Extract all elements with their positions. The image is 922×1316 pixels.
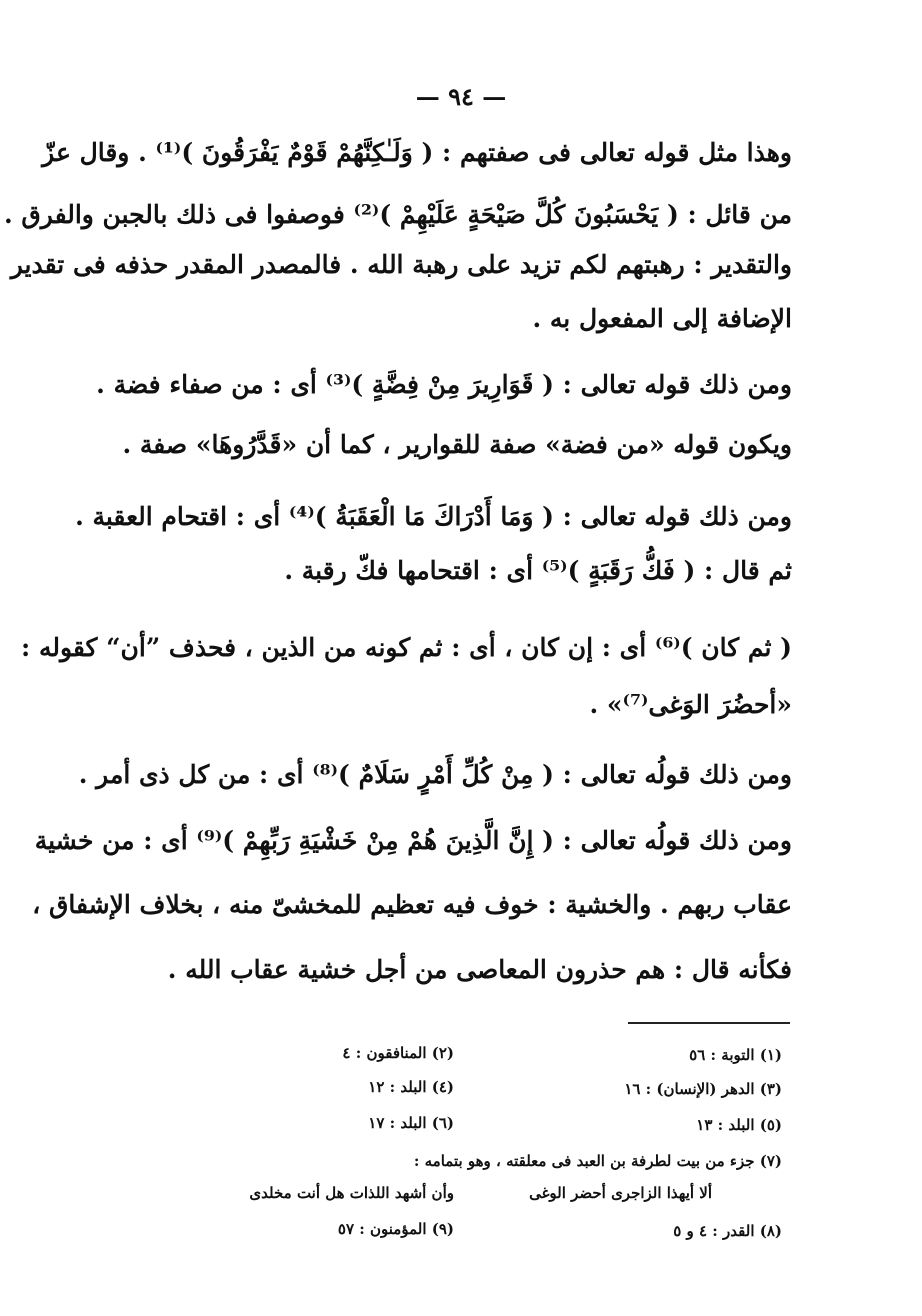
body-line-3: والتقدير : رهبتهم لكم تزيد على رهبة الله . فالمصدر المقدر حذفه فى تقدير: [10, 250, 792, 279]
body-line-12: ومن ذلك قولُه تعالى : ( إِنَّ الَّذِينَ هُمْ مِنْ خَشْيَةِ رَبِّهِمْ )⁽⁹⁾ أى : من خشية: [34, 826, 792, 855]
footnote-6: (٦) البلد : ١٧: [368, 1114, 454, 1132]
body-line-4: الإضافة إلى المفعول به .: [532, 304, 792, 333]
footnote-3: (٣) الدهر (الإنسان) : ١٦: [624, 1080, 782, 1098]
body-line-2: من قائل : ( يَحْسَبُونَ كُلَّ صَيْحَةٍ عَلَيْهِمْ )⁽²⁾ فوصفوا فى ذلك بالجبن والفرق .: [3, 200, 792, 229]
footnote-1: (١) التوبة : ٥٦: [689, 1046, 782, 1064]
footnote-7: (٧) جزء من بيت لطرفة بن العبد فى معلقته ، وهو بتمامه :: [413, 1152, 782, 1170]
body-line-1: وهذا مثل قوله تعالى فى صفتهم : ( وَلَـٰكِنَّهُمْ قَوْمٌ يَفْرَقُونَ )⁽¹⁾ . وقال عزّ: [42, 138, 792, 167]
body-line-11: ومن ذلك قولُه تعالى : ( مِنْ كُلِّ أَمْرٍ سَلَامٌ )⁽⁸⁾ أى : من كل ذى أمر .: [78, 760, 792, 789]
body-line-5: ومن ذلك قوله تعالى : ( قَوَارِيرَ مِنْ فِضَّةٍ )⁽³⁾ أى : من صفاء فضة .: [96, 370, 792, 399]
footnote-separator: [628, 1022, 790, 1024]
body-line-9: ( ثم كان )⁽⁶⁾ أى : إن كان ، أى : ثم كونه من الذين ، فحذف ”أن“ كقوله :: [21, 633, 792, 662]
footnote-9: (٩) المؤمنون : ٥٧: [337, 1220, 454, 1238]
body-line-7: ومن ذلك قوله تعالى : ( وَمَا أَدْرَاكَ مَا الْعَقَبَةُ )⁽⁴⁾ أى : اقتحام العقبة .: [75, 502, 792, 531]
page-number: — ٩٤ —: [415, 82, 507, 111]
body-line-8: ثم قال : ( فَكُّ رَقَبَةٍ )⁽⁵⁾ أى : اقتحامها فكّ رقبة .: [284, 556, 792, 585]
footnote-7-verse-second: وأن أشهد اللذات هل أنت مخلدى: [249, 1184, 454, 1202]
footnote-7-verse-first: ألا أيهذا الزاجرى أحضر الوغى: [529, 1184, 712, 1202]
footnote-2: (٢) المنافقون : ٤: [342, 1044, 454, 1062]
body-line-10: «أحضُرَ الوَغى⁽⁷⁾» .: [589, 690, 792, 719]
body-line-13: عقاب ربهم . والخشية : خوف فيه تعظيم للمخشىّ منه ، بخلاف الإشفاق ،: [32, 890, 792, 919]
footnote-4: (٤) البلد : ١٢: [368, 1078, 454, 1096]
body-line-14: فكأنه قال : هم حذرون المعاصى من أجل خشية عقاب الله .: [167, 955, 792, 984]
footnote-5: (٥) البلد : ١٣: [696, 1116, 782, 1134]
footnote-8: (٨) القدر : ٤ و ٥: [673, 1222, 782, 1240]
body-line-6: ويكون قوله «من فضة» صفة للقوارير ، كما أن «قَدَّرُوهَا» صفة .: [122, 430, 792, 459]
